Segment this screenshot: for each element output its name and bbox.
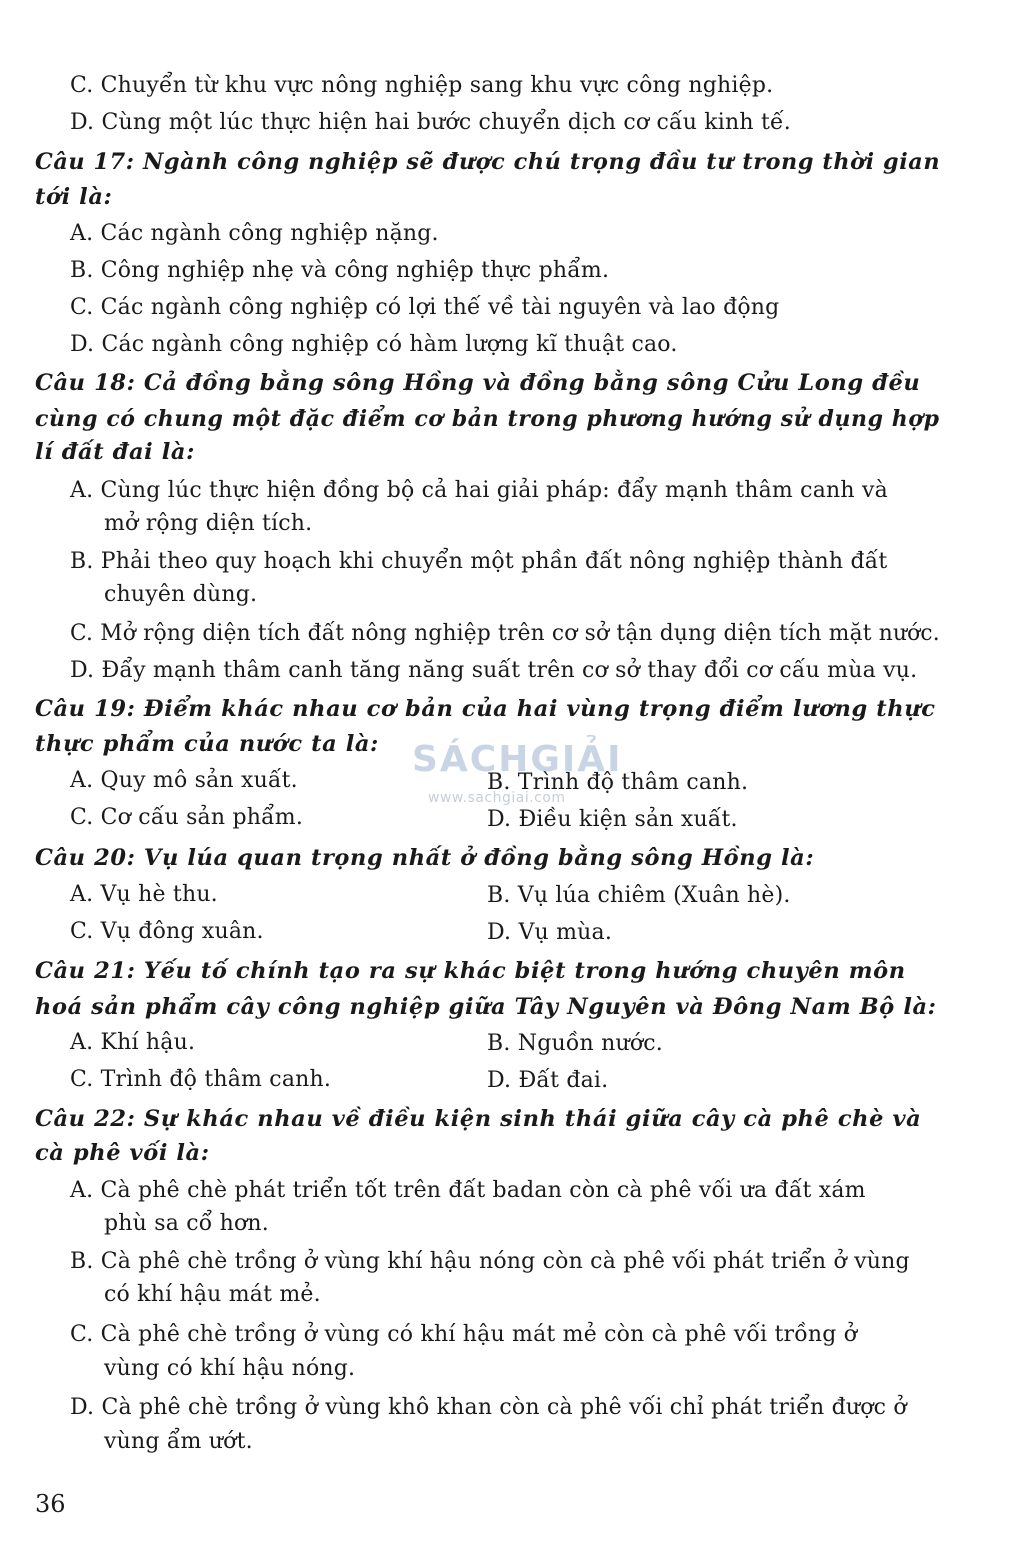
q18-option-a-line1: A. Cùng lúc thực hiện đồng bộ cả hai giải pháp: đẩy mạnh thâm canh và bbox=[70, 478, 888, 503]
q22-option-c-line2: vùng có khí hậu nóng. bbox=[104, 1356, 356, 1381]
watermark-logo-text: SÁCHGIẢI bbox=[412, 739, 623, 780]
q20-option-b: B. Vụ lúa chiêm (Xuân hè). bbox=[487, 883, 791, 908]
q22-stem-line1: Câu 22: Sự khác nhau về điều kiện sinh thái giữa cây cà phê chè và bbox=[35, 1106, 922, 1132]
q22-stem-line2: cà phê vối là: bbox=[35, 1140, 210, 1166]
q22-option-b-line1: B. Cà phê chè trồng ở vùng khí hậu nóng còn cà phê vối phát triển ở vùng bbox=[70, 1249, 910, 1274]
q22-option-c-line1: C. Cà phê chè trồng ở vùng có khí hậu mát mẻ còn cà phê vối trồng ở bbox=[70, 1322, 858, 1347]
q17-option-d: D. Các ngành công nghiệp có hàm lượng kĩ thuật cao. bbox=[70, 332, 678, 357]
q20-option-d: D. Vụ mùa. bbox=[487, 920, 613, 945]
q19-stem-line2: thực phẩm của nước ta là: bbox=[35, 731, 379, 757]
q21-option-d: D. Đất đai. bbox=[487, 1068, 609, 1093]
q18-option-d: D. Đẩy mạnh thâm canh tăng năng suất trên cơ sở thay đổi cơ cấu mùa vụ. bbox=[70, 658, 918, 683]
q18-stem-line1: Câu 18: Cả đồng bằng sông Hồng và đồng bằng sông Cửu Long đều bbox=[35, 370, 921, 396]
q21-option-a: A. Khí hậu. bbox=[70, 1030, 196, 1055]
q20-stem-line1: Câu 20: Vụ lúa quan trọng nhất ở đồng bằng sông Hồng là: bbox=[35, 845, 815, 871]
q21-stem-line1: Câu 21: Yếu tố chính tạo ra sự khác biệt trong hướng chuyên môn bbox=[35, 958, 906, 984]
q19-option-b: B. Trình độ thâm canh. bbox=[487, 770, 749, 795]
q22-option-a-line1: A. Cà phê chè phát triển tốt trên đất badan còn cà phê vối ưa đất xám bbox=[70, 1178, 866, 1203]
q17-stem-line2: tới là: bbox=[35, 184, 113, 210]
q18-option-b-line2: chuyên dùng. bbox=[104, 582, 258, 607]
q21-option-b: B. Nguồn nước. bbox=[487, 1031, 663, 1056]
q18-option-a-line2: mở rộng diện tích. bbox=[104, 511, 313, 536]
q17-option-c: C. Các ngành công nghiệp có lợi thế về tài nguyên và lao động bbox=[70, 295, 780, 320]
q16-option-c: C. Chuyển từ khu vực nông nghiệp sang khu vực công nghiệp. bbox=[70, 73, 774, 98]
q22-option-d-line2: vùng ẩm ướt. bbox=[104, 1429, 253, 1454]
watermark-url: www.sachgiai.com bbox=[428, 790, 566, 806]
q18-stem-line3: lí đất đai là: bbox=[35, 439, 195, 465]
q22-option-d-line1: D. Cà phê chè trồng ở vùng khô khan còn cà phê vối chỉ phát triển được ở bbox=[70, 1395, 907, 1420]
q19-option-d: D. Điều kiện sản xuất. bbox=[487, 807, 738, 832]
q21-option-c: C. Trình độ thâm canh. bbox=[70, 1067, 332, 1092]
sachgiai-watermark bbox=[412, 738, 632, 818]
q19-option-a: A. Quy mô sản xuất. bbox=[70, 768, 298, 793]
q16-option-d: D. Cùng một lúc thực hiện hai bước chuyển dịch cơ cấu kinh tế. bbox=[70, 110, 791, 135]
q17-stem-line1: Câu 17: Ngành công nghiệp sẽ được chú trọng đầu tư trong thời gian bbox=[35, 149, 941, 175]
q22-option-a-line2: phù sa cổ hơn. bbox=[104, 1211, 269, 1236]
q17-option-a: A. Các ngành công nghiệp nặng. bbox=[70, 221, 439, 246]
page-number: 36 bbox=[35, 1490, 66, 1518]
q18-option-c: C. Mở rộng diện tích đất nông nghiệp trên cơ sở tận dụng diện tích mặt nước. bbox=[70, 621, 940, 646]
q17-option-b: B. Công nghiệp nhẹ và công nghiệp thực phẩm. bbox=[70, 258, 610, 283]
q18-option-b-line1: B. Phải theo quy hoạch khi chuyển một phần đất nông nghiệp thành đất bbox=[70, 549, 888, 574]
q21-stem-line2: hoá sản phẩm cây công nghiệp giữa Tây Nguyên và Đông Nam Bộ là: bbox=[35, 994, 937, 1020]
q18-stem-line2: cùng có chung một đặc điểm cơ bản trong phương hướng sử dụng hợp bbox=[35, 406, 940, 432]
q20-option-c: C. Vụ đông xuân. bbox=[70, 919, 264, 944]
q19-option-c: C. Cơ cấu sản phẩm. bbox=[70, 805, 304, 830]
q19-stem-line1: Câu 19: Điểm khác nhau cơ bản của hai vùng trọng điểm lương thực bbox=[35, 696, 936, 722]
q20-option-a: A. Vụ hè thu. bbox=[70, 882, 218, 907]
q22-option-b-line2: có khí hậu mát mẻ. bbox=[104, 1282, 321, 1307]
